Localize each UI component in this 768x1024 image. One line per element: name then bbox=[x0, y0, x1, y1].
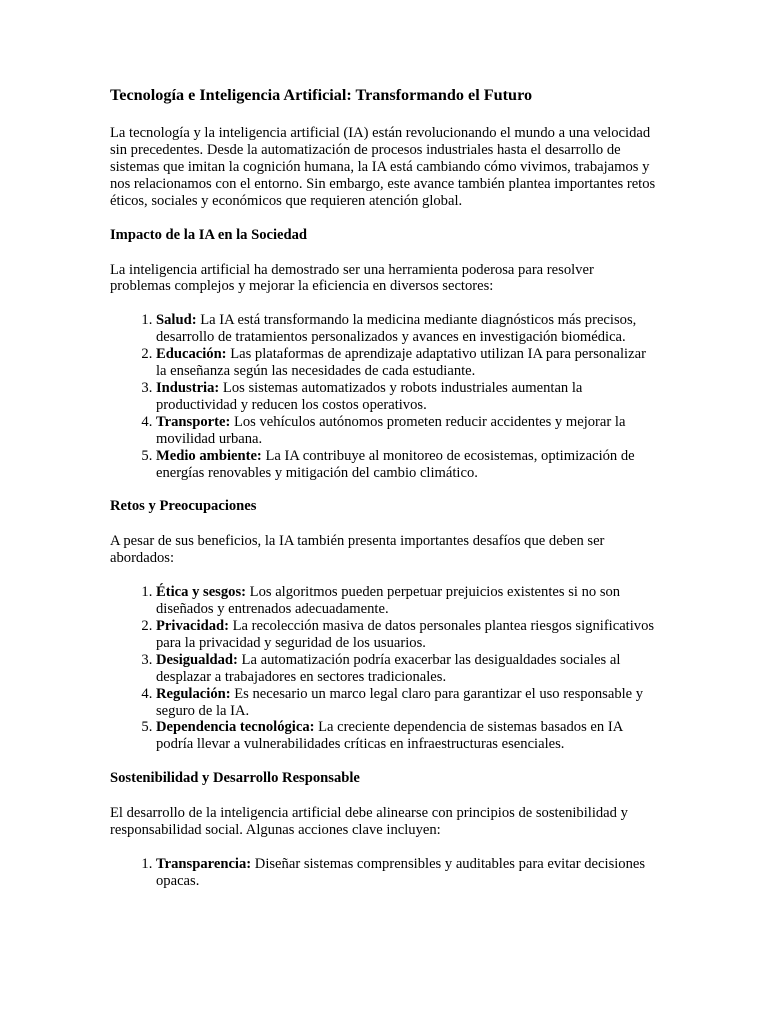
list-item-term: Dependencia tecnológica: bbox=[156, 719, 315, 736]
list-item-term: Privacidad: bbox=[156, 618, 229, 635]
list-item-term: Medio ambiente: bbox=[156, 447, 262, 464]
section-list bbox=[110, 856, 658, 890]
section-paragraph: A pesar de sus beneficios, la IA también presenta importantes desafíos que deben ser abordados: bbox=[110, 533, 605, 567]
list-item bbox=[156, 448, 658, 482]
section-list bbox=[110, 584, 658, 753]
list-item-term: Ética y sesgos: bbox=[156, 584, 246, 601]
list-item-term: Industria: bbox=[156, 379, 220, 396]
list-item-text: Los sistemas automatizados y robots industriales aumentan la productividad y reducen los costos operativos. bbox=[156, 379, 583, 413]
list-item-text: La IA contribuye al monitoreo de ecosistemas, optimización de energías renovables y mitigación del cambio climático. bbox=[156, 447, 635, 481]
list-item-text: Es necesario un marco legal claro para garantizar el uso responsable y seguro de la IA. bbox=[156, 685, 644, 719]
list-item-text: Los vehículos autónomos prometen reducir accidentes y mejorar la movilidad urbana. bbox=[156, 413, 626, 447]
list-item-text: Las plataformas de aprendizaje adaptativo utilizan IA para personalizar la enseñanza según las necesidades de cada estudiante. bbox=[156, 346, 646, 380]
document-title: Tecnología e Inteligencia Artificial: Transformando el Futuro bbox=[110, 86, 533, 104]
list-item-term: Educación: bbox=[156, 346, 227, 363]
list-item-text: La creciente dependencia de sistemas basados en IA podría llevar a vulnerabilidades críticas en infraestructuras esenciales. bbox=[156, 719, 623, 753]
list-item-term: Salud: bbox=[156, 312, 197, 329]
list-item-text: La recolección masiva de datos personales plantea riesgos significativos para la privacidad y seguridad de los usuarios. bbox=[156, 618, 655, 651]
list-item bbox=[156, 312, 658, 346]
list-item-term: Transparencia: bbox=[156, 856, 252, 873]
list-item bbox=[156, 618, 658, 652]
list-item-text: La automatización podría exacerbar las desigualdades sociales al desplazar a trabajadores en sectores tradicionales. bbox=[156, 651, 621, 685]
list-item bbox=[156, 346, 658, 380]
list-item bbox=[156, 414, 658, 448]
list-item bbox=[156, 652, 658, 686]
list-item bbox=[156, 856, 658, 890]
list-item-term: Desigualdad: bbox=[156, 651, 238, 668]
section-paragraph: El desarrollo de la inteligencia artificial debe alinearse con principios de sostenibilidad y responsabilidad social. Algunas acciones clave incluyen: bbox=[110, 805, 628, 839]
section-paragraph: La inteligencia artificial ha demostrado ser una herramienta poderosa para resolver problemas complejos y mejorar la eficiencia en diversos sectores: bbox=[110, 261, 594, 295]
list-item-term: Transporte: bbox=[156, 413, 231, 430]
section-list bbox=[110, 312, 658, 481]
list-item-text: La IA está transformando la medicina mediante diagnósticos más precisos, desarrollo de tratamientos personalizados y avances en investigación biomédica. bbox=[156, 312, 637, 346]
section-heading: Impacto de la IA en la Sociedad bbox=[110, 226, 308, 243]
list-item bbox=[156, 719, 658, 753]
list-item bbox=[156, 584, 658, 618]
list-item-term: Regulación: bbox=[156, 685, 231, 702]
list-item bbox=[156, 380, 658, 414]
section-heading: Sostenibilidad y Desarrollo Responsable bbox=[110, 770, 360, 787]
document-page bbox=[110, 85, 658, 907]
section-heading: Retos y Preocupaciones bbox=[110, 498, 257, 515]
intro-paragraph: La tecnología y la inteligencia artificial (IA) están revolucionando el mundo a una velocidad sin precedentes. Desde la automatización de procesos industriales hasta el desarrollo de sistemas que imitan la cognición humana, la IA está cambiando cómo vivimos, trabajamos y nos relacionamos con el entorno. Sin embargo, este avance también plantea importantes retos éticos, sociales y económicos que requieren atención global. bbox=[110, 125, 656, 209]
list-item bbox=[156, 686, 658, 720]
list-item-text: Diseñar sistemas comprensibles y auditables para evitar decisiones opacas. bbox=[156, 856, 646, 889]
list-item-text: Los algoritmos pueden perpetuar prejuicios existentes si no son diseñados y entrenados adecuadamente. bbox=[156, 584, 621, 618]
